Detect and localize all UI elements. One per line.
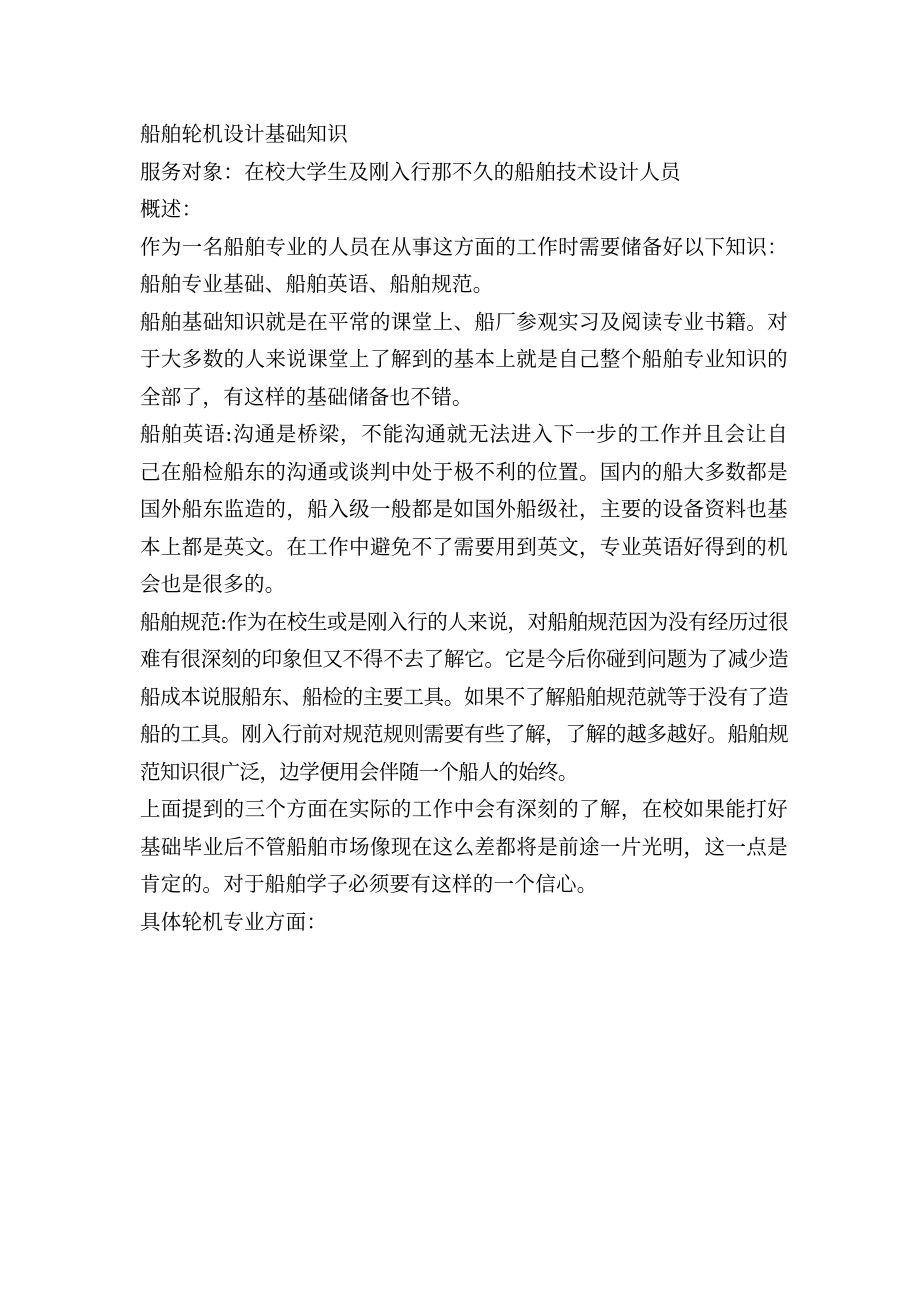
document-body — [140, 116, 788, 941]
paragraph-ship-basics: 船舶基础知识就是在平常的课堂上、船厂参观实习及阅读专业书籍。对于大多数的人来说课堂上了解到的基本上就是自己整个船舶专业知识的全部了，有这样的基础储备也不错。 — [140, 309, 788, 409]
paragraph-ship-english: 船舶英语:沟通是桥梁，不能沟通就无法进入下一步的工作并且会让自己在船检船东的沟通或谈判中处于极不利的位置。国内的船大多数都是国外船东监造的，船入级一般都是如国外船级社，主要的设备资料也基本上都是英文。在工作中避免不了需要用到英文，专业英语好得到的机会也是很多的。 — [140, 422, 788, 596]
paragraph-summary: 上面提到的三个方面在实际的工作中会有深刻的了解，在校如果能打好基础毕业后不管船舶市场像现在这么差都将是前途一片光明，这一点是肯定的。对于船舶学子必须要有这样的一个信心。 — [140, 797, 788, 896]
paragraph-ship-rules: 船舶规范:作为在校生或是刚入行的人来说，对船舶规范因为没有经历过很难有很深刻的印象但又不得不去了解它。它是今后你碰到问题为了减少造船成本说服船东、船检的主要工具。如果不了解船舶规范就等于没有了造船的工具。刚入行前对规范规则需要有些了解，了解的越多越好。船舶规范知识很广泛，边学便用会伴随一个船人的始终。 — [140, 609, 788, 784]
audience-line: 服务对象：在校大学生及刚入行那不久的船舶技术设计人员 — [140, 159, 681, 184]
paragraph-knowledge-reserve: 作为一名船舶专业的人员在从事这方面的工作时需要储备好以下知识：船舶专业基础、船舶英语、船舶规范。 — [140, 234, 788, 296]
closing-heading: 具体轮机专业方面： — [140, 909, 328, 934]
document-title: 船舶轮机设计基础知识 — [140, 122, 348, 146]
overview-heading: 概述： — [140, 197, 203, 221]
